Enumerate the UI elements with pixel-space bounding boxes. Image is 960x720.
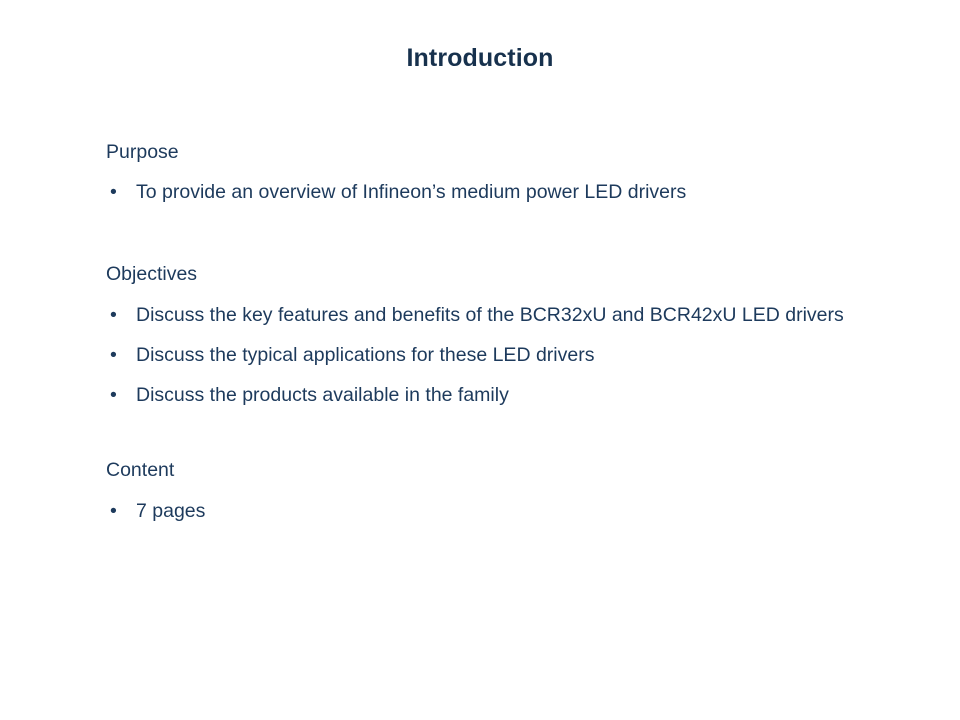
list-item: • Discuss the products available in the family xyxy=(106,383,866,409)
section-spacer xyxy=(106,422,866,458)
bullet-list-objectives xyxy=(106,303,866,409)
section-heading-purpose: Purpose xyxy=(106,141,179,163)
list-item: • Discuss the key features and benefits of the BCR32xU and BCR42xU LED drivers xyxy=(106,303,866,329)
section-heading-objectives: Objectives xyxy=(106,263,198,286)
slide-body xyxy=(106,140,866,539)
section-purpose xyxy=(106,140,866,206)
list-item: • Discuss the typical applications for these LED drivers xyxy=(106,343,866,369)
list-item: • 7 pages xyxy=(106,499,866,525)
section-spacer xyxy=(106,220,866,262)
section-heading-content: Content xyxy=(106,459,175,482)
bullet-list-purpose xyxy=(106,180,866,206)
list-item: • To provide an overview of Infineon’s medium power LED drivers xyxy=(106,180,866,206)
section-objectives xyxy=(106,262,866,408)
section-content xyxy=(106,458,866,524)
page-title: Introduction xyxy=(406,44,554,72)
bullet-list-content xyxy=(106,499,866,525)
